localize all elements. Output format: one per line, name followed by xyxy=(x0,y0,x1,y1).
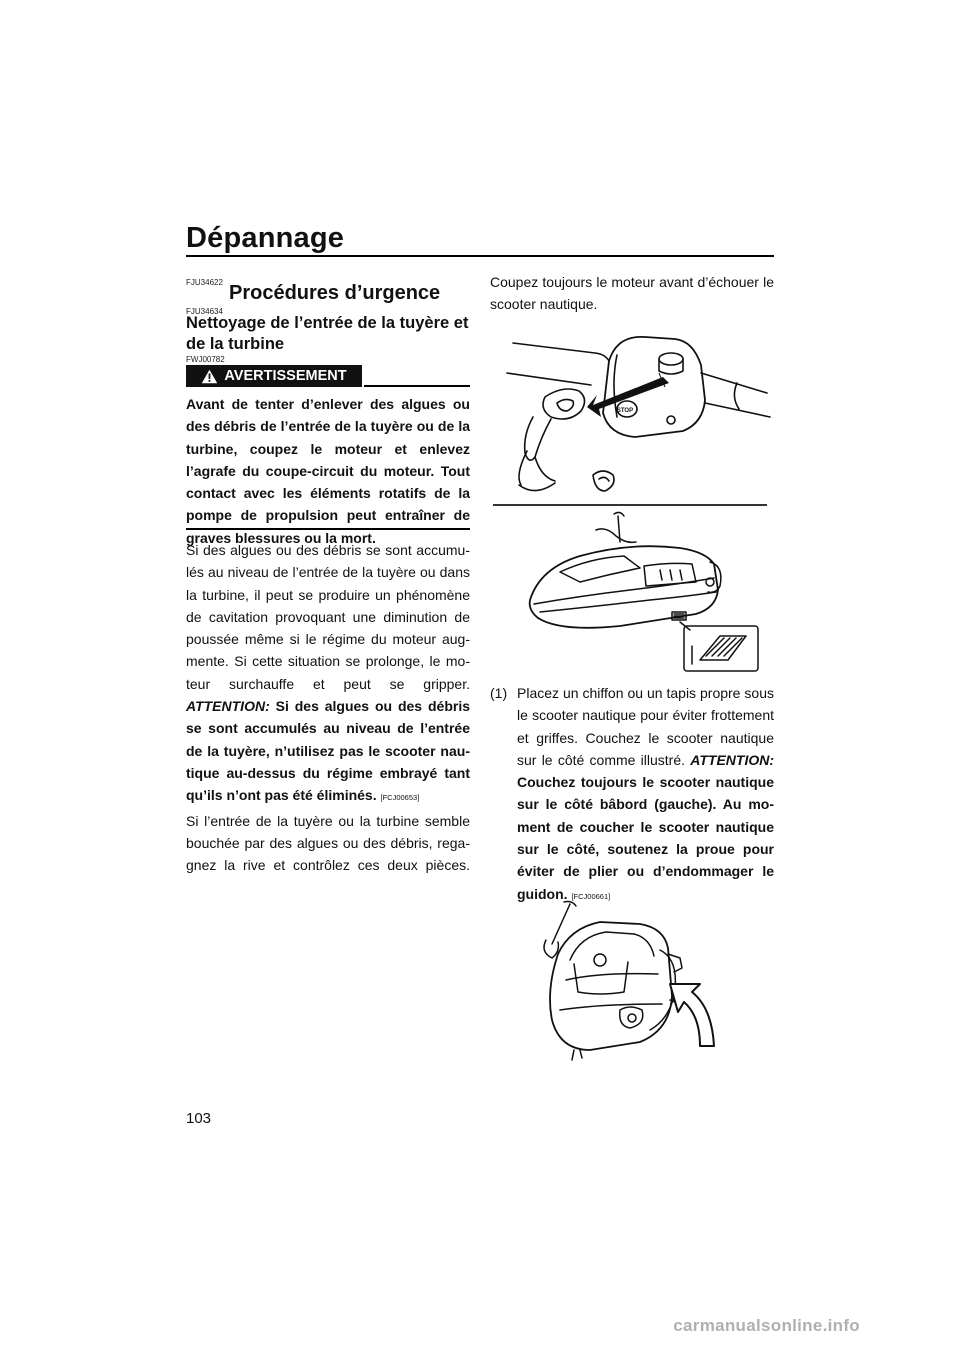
attention-last-line xyxy=(186,784,470,809)
step-line-plain: sur le côté comme illustré. xyxy=(517,751,686,768)
page-header-title: Dépannage xyxy=(186,222,345,254)
step-bold-line: éviter de plier ou d’endommager le xyxy=(517,863,774,880)
warning-text xyxy=(186,393,470,549)
warning-triangle-icon xyxy=(201,369,218,384)
warning-line: contact avec les éléments rotatifs de la xyxy=(186,485,470,502)
step-text xyxy=(517,682,774,908)
subsection-title-line1: Nettoyage de l’entrée de la tuyère et xyxy=(186,314,469,332)
warning-badge xyxy=(186,365,362,387)
section-title: Procédures d’urgence xyxy=(229,282,441,304)
attention-code: [FCJ00653] xyxy=(380,793,420,803)
attention-first-line xyxy=(186,695,470,717)
step-line: le scooter nautique pour éviter frottement xyxy=(517,707,774,724)
body-line: Coupez toujours le moteur avant d’échouer le xyxy=(490,274,774,290)
attention-line: de la tuyère, n’utilisez pas le scooter nau- xyxy=(186,742,470,759)
step-bold-line: ment de coucher le scooter nautique xyxy=(517,818,774,835)
right-intro xyxy=(490,271,774,316)
warning-rule-bottom xyxy=(186,528,470,530)
step-bold-line: sur le côté, soutenez la proue pour xyxy=(517,841,774,858)
step-line: et griffes. Couchez le scooter nautique xyxy=(517,729,774,746)
body-line: de cavitation provoquant une diminution de xyxy=(186,608,470,625)
left-body xyxy=(186,539,470,876)
warning-label: AVERTISSEMENT xyxy=(224,368,347,384)
stop-label: STOP xyxy=(616,408,634,414)
warning-line: turbine, coupez le moteur et enlevez xyxy=(186,440,470,457)
body-line: poussée même si le régime du moteur aug- xyxy=(186,631,470,648)
body-line: lés au niveau de l’entrée de la tuyère ou dans xyxy=(186,564,470,581)
body-line: mente. Si cette situation se prolonge, le mo- xyxy=(186,653,470,670)
figure-divider xyxy=(493,504,767,506)
step-line: Placez un chiffon ou un tapis propre sous xyxy=(517,685,774,701)
step-number: (1) xyxy=(490,685,508,701)
step-bold-last: guidon. xyxy=(517,885,568,902)
body-line: teur surchauffe et peut se gripper. xyxy=(186,675,470,692)
step-attention-label: ATTENTION: xyxy=(690,751,775,768)
handlebar-lanyard-figure xyxy=(505,325,775,503)
body-line: scooter nautique. xyxy=(490,296,598,313)
body-line: Si des algues ou des débris se sont accumu- xyxy=(186,542,470,558)
body-line: Si l’entrée de la tuyère ou la turbine semble xyxy=(186,812,470,829)
warning-line: l’agrafe du coupe-circuit du moteur. Tout xyxy=(186,462,470,479)
watermark: carmanualsonline.info xyxy=(673,1316,860,1335)
rotate-arrow-icon xyxy=(670,984,714,1046)
watercraft-on-side-figure xyxy=(530,900,745,1062)
step-bold-line: sur le côté bâbord (gauche). Au mo- xyxy=(517,796,774,813)
attention-text: qu’ils n’ont pas été éliminés. xyxy=(186,787,377,804)
step-attention-line xyxy=(517,749,774,771)
body-line: la turbine, il peut se produire un phénomène xyxy=(186,586,470,603)
body-line: gnez la rive et contrôlez ces deux pièces. xyxy=(186,857,470,874)
attention-line: tique au-dessus du régime embrayé tant xyxy=(186,764,470,781)
step-code: [FCJ00661] xyxy=(571,891,611,901)
warning-line: Avant de tenter d’enlever des algues ou xyxy=(186,396,470,412)
warning-line: des débris de l’entrée de la tuyère ou de la xyxy=(186,418,470,435)
warning-code: FWJ00782 xyxy=(186,355,225,364)
watercraft-side-figure xyxy=(520,508,765,673)
section-code: FJU34622 xyxy=(186,278,223,287)
page-number: 103 xyxy=(186,1110,212,1127)
attention-label: ATTENTION: xyxy=(186,698,270,715)
header-rule xyxy=(186,255,774,257)
attention-line: se sont accumulés au niveau de l’entrée xyxy=(186,720,470,737)
warning-line: pompe de propulsion peut entraîner de xyxy=(186,507,470,524)
warning-line: graves blessures ou la mort. xyxy=(186,529,376,546)
warning-rule-top xyxy=(364,385,470,387)
body-line: bouchée par des algues ou des débris, rega- xyxy=(186,834,470,851)
subsection-code: FJU34634 xyxy=(186,307,223,316)
step-bold-line: Couchez toujours le scooter nautique xyxy=(517,774,774,791)
subsection-title-line2: de la turbine xyxy=(186,335,285,353)
attention-text: Si des algues ou des débris xyxy=(275,698,470,715)
